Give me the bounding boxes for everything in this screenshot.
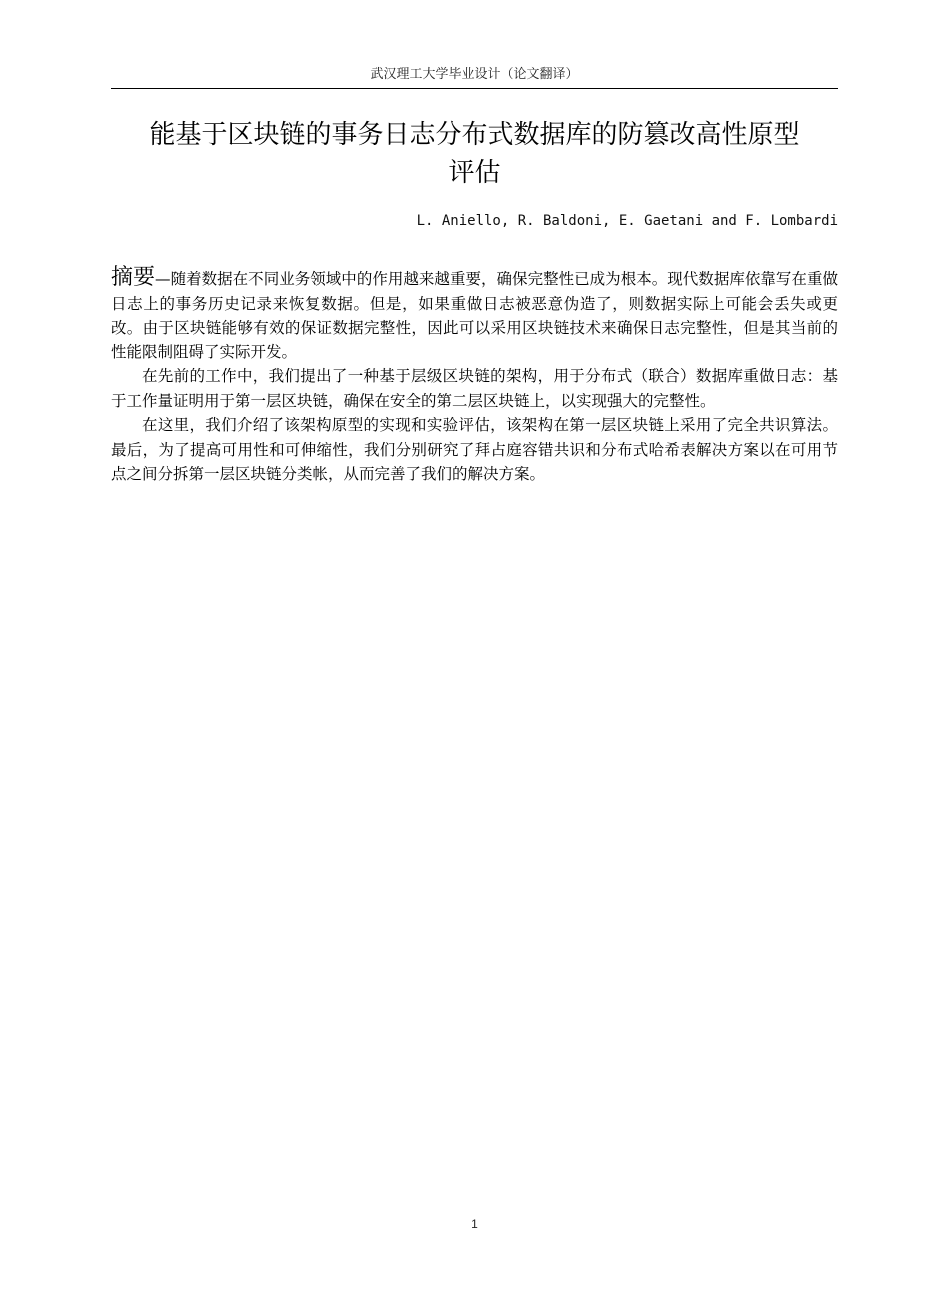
abstract-paragraph-1 [111,264,838,364]
running-header: 武汉理工大学毕业设计（论文翻译） [370,67,579,82]
abstract-paragraph-3: 在这里，我们介绍了该架构原型的实现和实验评估，该架构在第一层区块链上采用了完全共识算法。最后，为了提高可用性和可伸缩性，我们分别研究了拜占庭容错共识和分布式哈希表解决方案以在可用节点之间分拆第一层区块链分类帐，从而完善了我们的解决方案。 [111,416,838,483]
header-rule [111,88,838,89]
title-line-2: 评估 [448,158,501,188]
title-line-1: 能基于区块链的事务日志分布式数据库的防篡改高性原型 [149,120,800,150]
abstract-paragraph-2: 在先前的工作中，我们提出了一种基于层级区块链的架构，用于分布式（联合）数据库重做日志：基于工作量证明用于第一层区块链，确保在安全的第二层区块链上，以实现强大的完整性。 [111,367,838,410]
document-title [111,116,838,192]
author-list: L. Aniello, R. Baldoni, E. Gaetani and F. Lombardi [416,213,838,229]
abstract-section [111,264,838,487]
page-number: 1 [471,1217,478,1231]
abstract-label: 摘要 [111,265,156,290]
abstract-paragraph-1-text: —随着数据在不同业务领域中的作用越来越重要，确保完整性已成为根本。现代数据库依靠写在重做日志上的事务历史记录来恢复数据。但是，如果重做日志被恶意伪造了，则数据实际上可能会丢失或更改。由于区块链能够有效的保证数据完整性，因此可以采用区块链技术来确保日志完整性，但是其当前的性能限制阻碍了实际开发。 [111,270,838,361]
